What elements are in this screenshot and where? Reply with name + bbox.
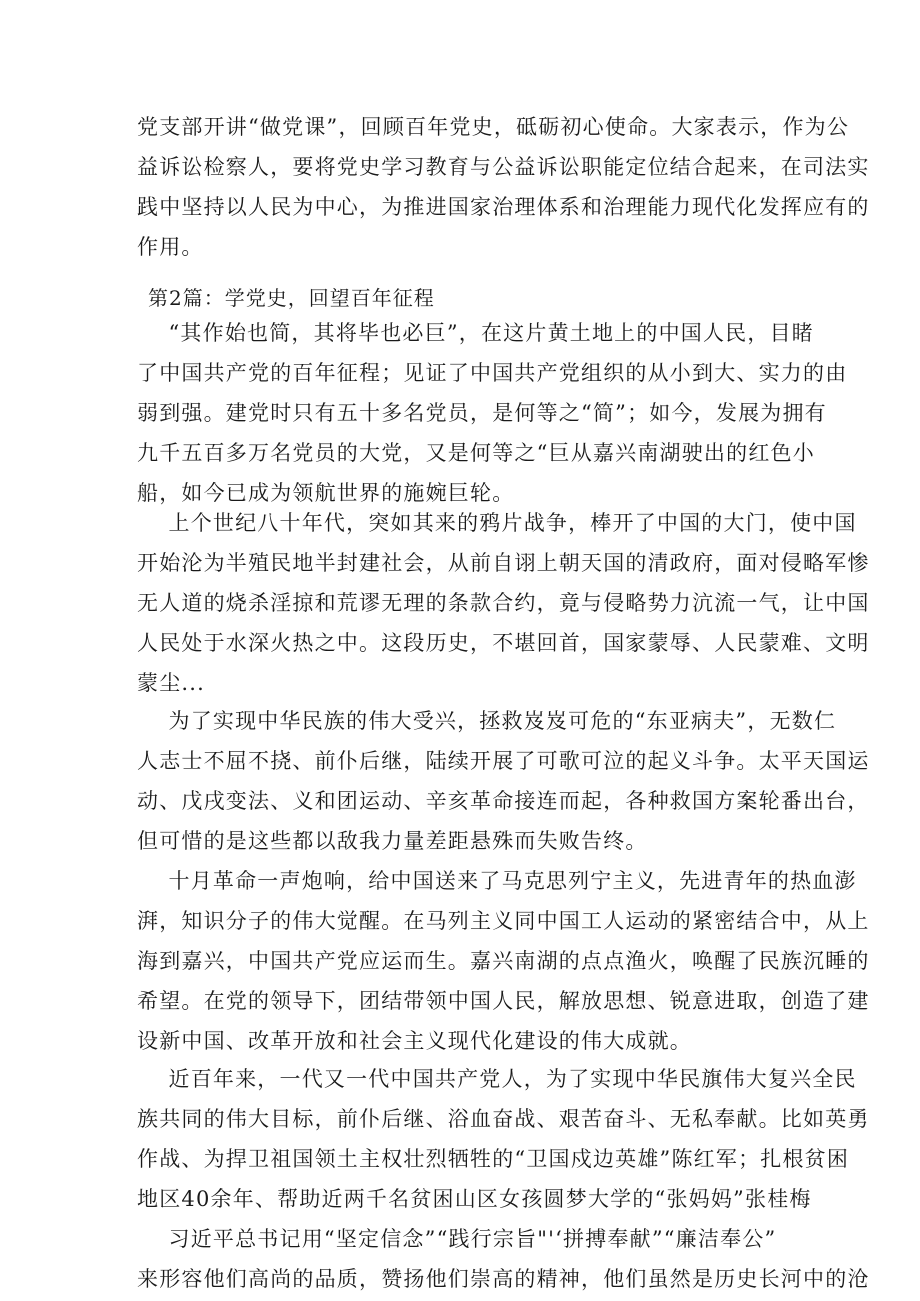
text-line: 希望。在党的领导下，团结带领中国人民，解放思想、锐意进取，创造了建 (137, 989, 870, 1013)
text-line: 来形容他们高尚的品质，赞扬他们崇高的精神，他们虽然是历史长河中的沧 (137, 1267, 870, 1291)
paragraph-2 (137, 503, 870, 703)
text-line: 益诉讼检察人，要将党史学习教育与公益诉讼职能定位结合起来，在司法实 (137, 155, 870, 179)
paragraph-4 (137, 861, 870, 1061)
text-line: 设新中国、改革开放和社会主义现代化建设的伟大成就。 (137, 1029, 692, 1053)
text-line: 践中坚持以人民为中心，为推进国家治理体系和治理能力现代化发挥应有的 (137, 195, 870, 219)
paragraph-5 (137, 1059, 870, 1219)
text-line: 人志士不屈不挠、前仆后继，陆续开展了可歌可泣的起义斗争。太平天国运 (137, 749, 870, 773)
text-line: 为了实现中华民族的伟大受兴，拯救岌岌可危的“东亚病夫”，无数仁 (137, 709, 837, 733)
text-line: 族共同的伟大目标，前仆后继、浴血奋战、艰苦奋斗、无私奉献。比如英勇 (137, 1107, 870, 1131)
text-line: 开始沦为半殖民地半封建社会，从前自诩上朝天国的清政府，面对侵略军惨 (137, 551, 870, 575)
text-line: 习近平总书记用“坚定信念”“践行宗旨"'‘拼搏奉献”“廉洁奉公” (137, 1227, 777, 1251)
text-line: 了中国共产党的百年征程；见证了中国共产党组织的从小到大、实力的由 (137, 361, 848, 385)
intro-paragraph (137, 107, 870, 267)
text-line: 作用。 (137, 235, 204, 259)
text-line: 弱到强。建党时只有五十多名党员，是何等之“简”；如今，发展为拥有 (137, 401, 827, 425)
text-line: 海到嘉兴，中国共产党应运而生。嘉兴南湖的点点渔火，唤醒了民族沉睡的 (137, 949, 870, 973)
text-line: 湃，知识分子的伟大觉醒。在马列主义同中国工人运动的紧密结合中，从上 (137, 909, 870, 933)
text-line: 上个世纪八十年代，突如其来的鸦片战争，棒开了中国的大门，使中国 (137, 511, 857, 535)
paragraph-6 (137, 1219, 870, 1299)
text-line: 十月革命一声炮响，给中国送来了马克思列宁主义，先进青年的热血澎 (137, 869, 857, 893)
text-line: 党支部开讲“做党课”，回顾百年党史，砥砺初心使命。大家表示，作为公 (137, 115, 850, 139)
text-line: “其作始也简，其将毕也必巨”，在这片黄土地上的中国人民，目睹 (137, 321, 814, 345)
text-line: 但可惜的是这些都以敌我力量差距悬殊而失败告终。 (137, 829, 648, 853)
text-line: 作战、为捍卫祖国领土主权壮烈牺牲的“卫国戍边英雄”陈红军；扎根贫困 (137, 1147, 850, 1171)
text-line: 地区40余年、帮助近两千名贫困山区女孩圆梦大学的“张妈妈”张桂梅 (137, 1187, 812, 1211)
text-line: 九千五百多万名党员的大党，又是何等之“巨从嘉兴南湖驶出的红色小 (137, 441, 815, 465)
section-title: 第2篇：学党史，回望百年征程 (148, 286, 435, 310)
text-line: 船，如今已成为领航世界的施婉巨轮。 (137, 481, 515, 505)
text-line: 近百年来，一代又一代中国共产党人，为了实现中华民旗伟大复兴全民 (137, 1067, 857, 1091)
paragraph-1 (137, 313, 847, 513)
text-line: 蒙尘... (137, 671, 206, 695)
text-line: 无人道的烧杀淫掠和荒谬无理的条款合约，竟与侵略势力沆流一气，让中国 (137, 591, 870, 615)
paragraph-3 (137, 701, 870, 861)
text-line: 人民处于水深火热之中。这段历史，不堪回首，国家蒙辱、人民蒙难、文明 (137, 631, 870, 655)
text-line: 动、戊戌变法、义和团运动、辛亥革命接连而起，各种救国方案轮番出台， (137, 789, 870, 813)
